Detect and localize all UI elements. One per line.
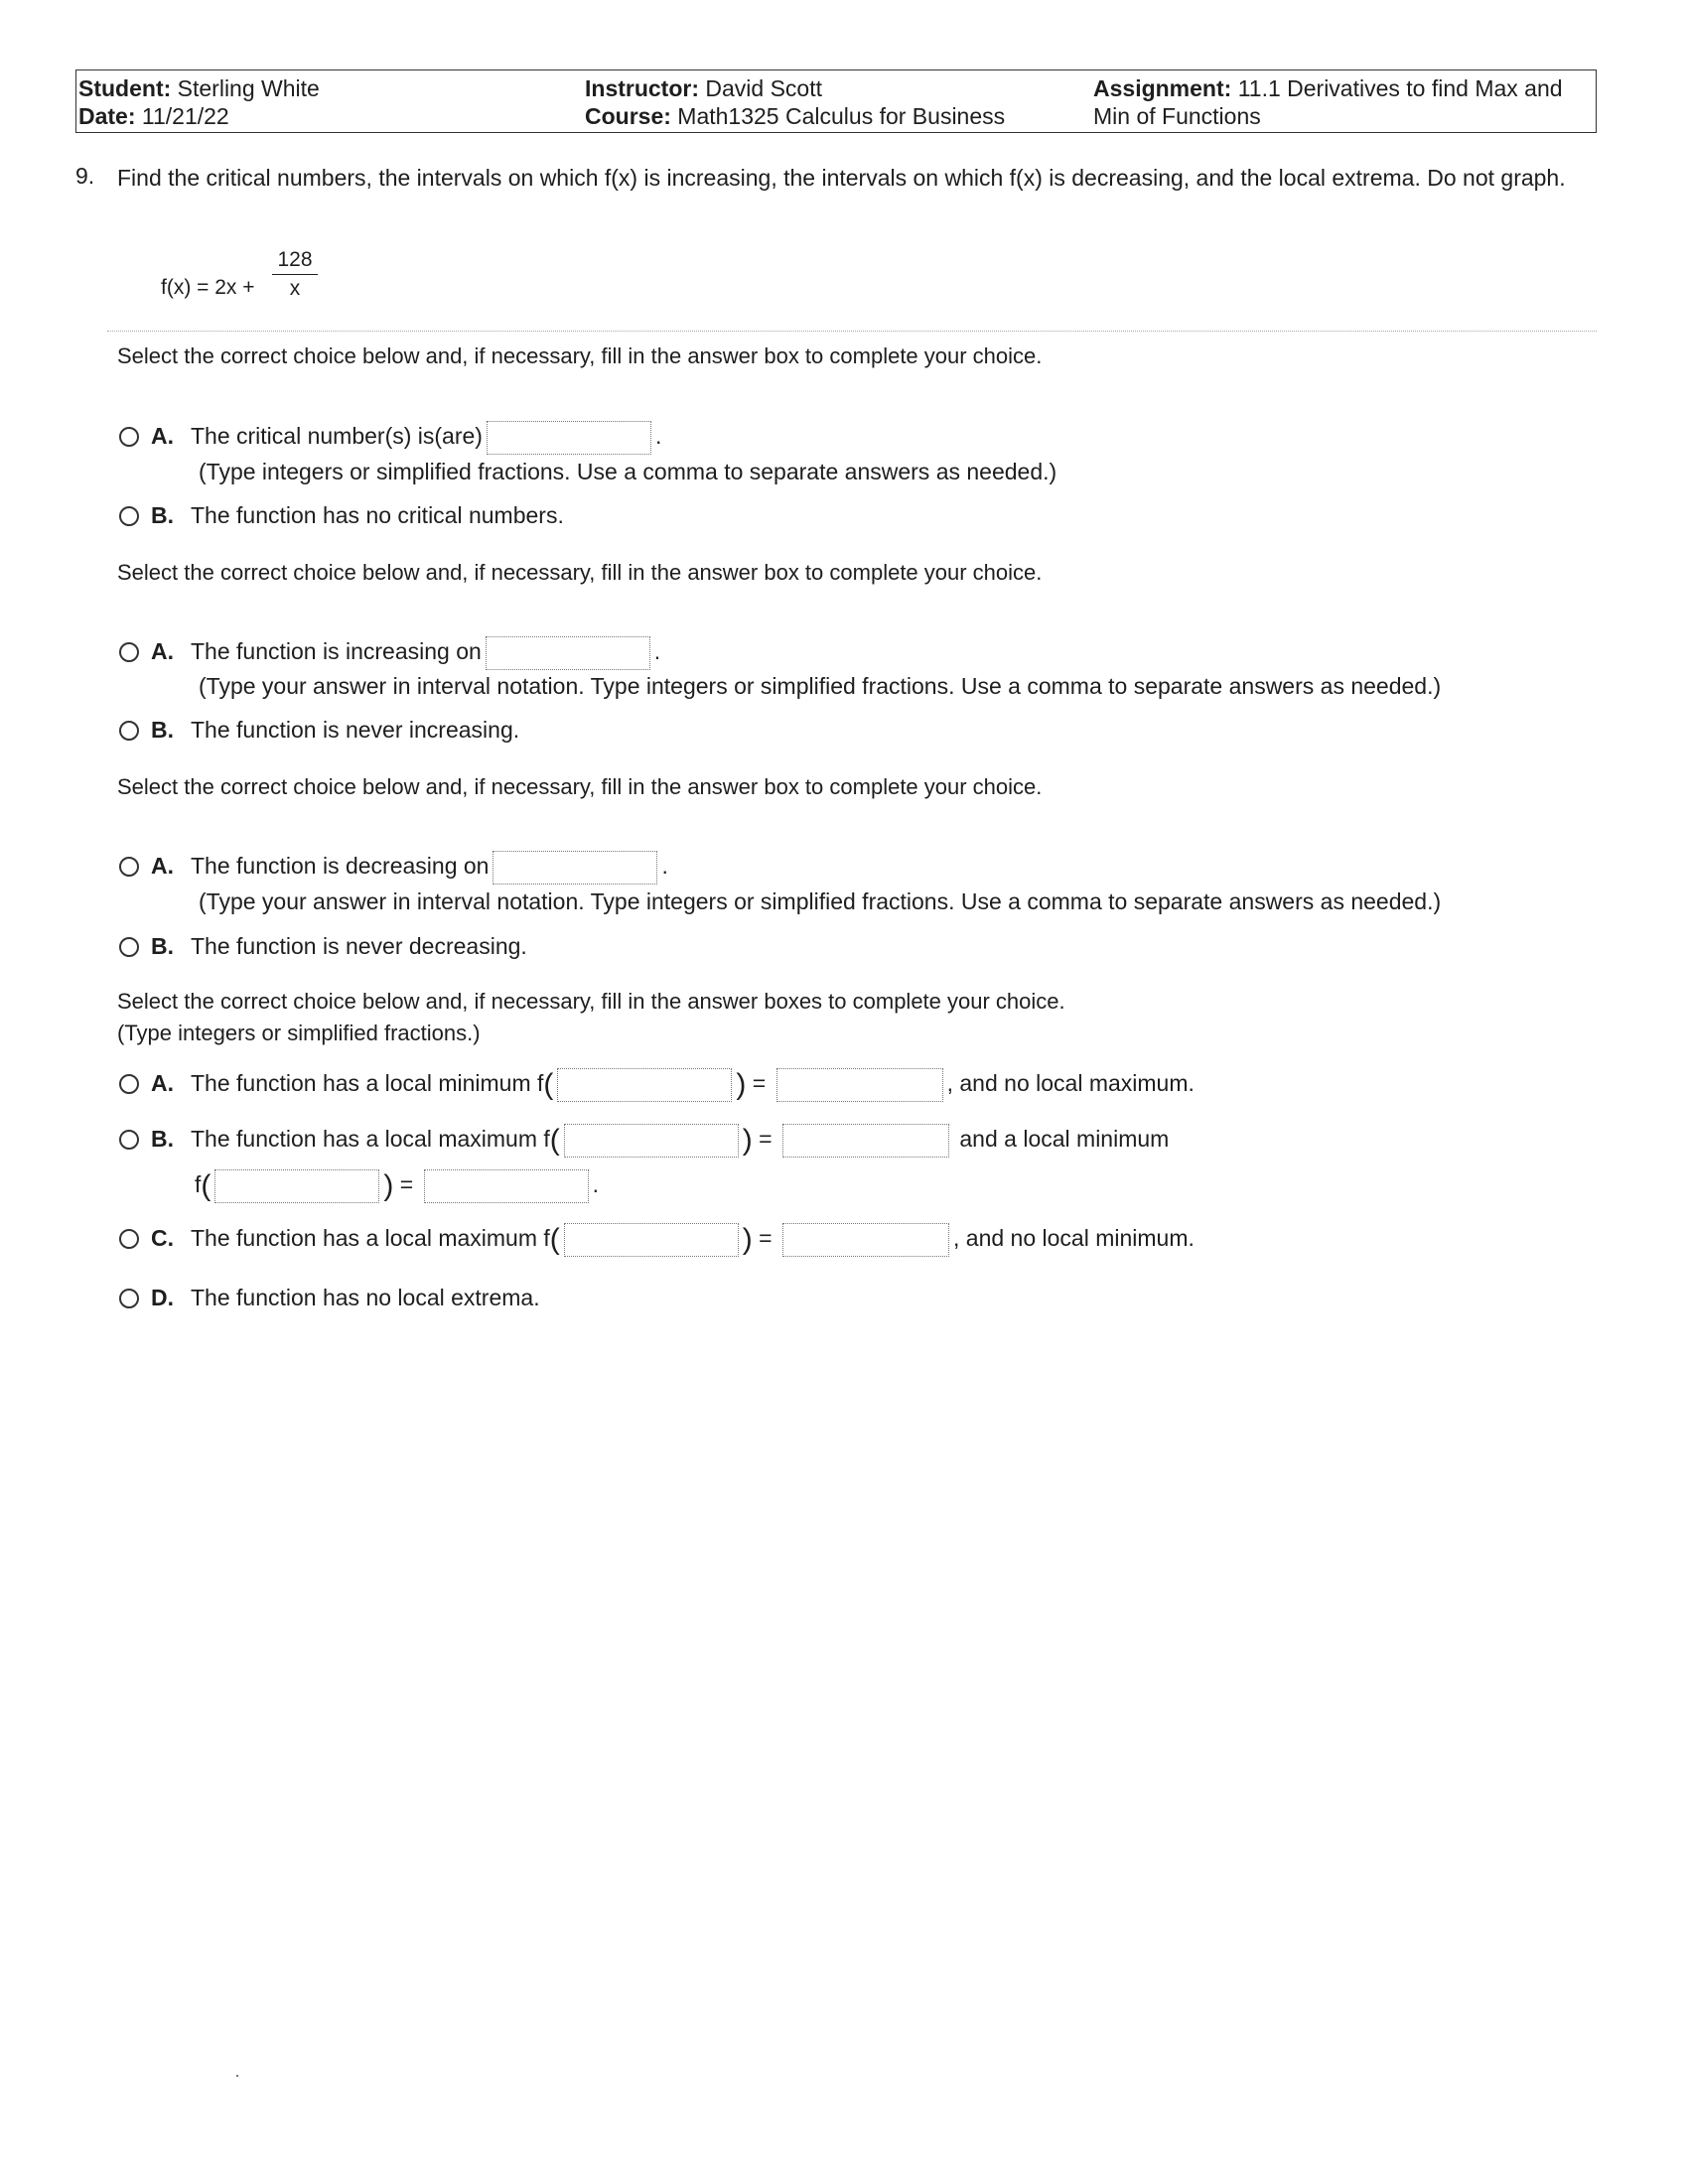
header-instructor-column [585,74,1005,130]
instructor-name: David Scott [705,75,822,101]
equals-sign: = [399,1171,414,1198]
local-min-value-input[interactable] [424,1169,589,1203]
choice-letter: A. [151,1070,174,1097]
course-label: Course: [585,103,671,129]
right-paren: ) [383,1169,394,1202]
assignment-label: Assignment: [1093,75,1232,101]
local-min-value-input[interactable] [776,1068,943,1102]
local-max-value-input[interactable] [782,1223,949,1257]
instructor-label: Instructor: [585,75,699,101]
part1-choice-a[interactable]: A. The critical number(s) is(are) . [119,421,661,455]
local-max-x-input[interactable] [564,1223,739,1257]
formula-denominator: x [289,277,301,300]
left-paren: ( [201,1169,211,1202]
choice-letter: A. [151,638,174,665]
student-label: Student: [78,75,172,101]
radio-button[interactable] [119,1130,139,1150]
decreasing-interval-input[interactable] [492,851,657,885]
choice-text: The function has no critical numbers. [191,502,564,528]
part4-prompt: Select the correct choice below and, if necessary, fill in the answer boxes to complete your choice. [117,989,1065,1014]
function-f: f [195,1171,202,1198]
choice-text: The function has a local maximum f [191,1225,550,1252]
choice-letter: A. [151,423,174,450]
right-paren: ) [736,1068,747,1101]
formula-lhs: f(x) = 2x + [161,276,255,299]
equals-sign: = [759,1126,773,1153]
part4-choice-d[interactable] [119,1285,540,1311]
choice-letter: D. [151,1285,174,1310]
increasing-interval-input[interactable] [486,636,650,670]
part2-hint: (Type your answer in interval notation. Type integers or simplified fractions. Use a comma to separate answers as needed.) [199,673,1442,699]
local-min-x-input[interactable] [557,1068,732,1102]
radio-button[interactable] [119,937,139,957]
part2-choice-b[interactable] [119,717,519,744]
part3-prompt: Select the correct choice below and, if necessary, fill in the answer box to complete your choice. [117,774,1043,799]
choice-letter: A. [151,853,174,880]
radio-button[interactable] [119,721,139,741]
date-value: 11/21/22 [141,103,229,129]
part4-choice-b-min: f( ) = . [195,1169,599,1202]
left-paren: ( [549,1223,560,1256]
formula-fraction [272,248,318,301]
choice-text: The function has a local maximum f [191,1126,550,1153]
choice-text: The function is increasing on [191,638,482,665]
part2-prompt: Select the correct choice below and, if necessary, fill in the answer box to complete your choice. [117,560,1043,585]
right-paren: ) [742,1124,753,1157]
assignment-name: 11.1 Derivatives to find Max and [1237,75,1563,101]
right-paren: ) [742,1223,753,1256]
part3-hint: (Type your answer in interval notation. Type integers or simplified fractions. Use a comma to separate answers as needed.) [199,888,1442,914]
part4-choice-b[interactable] [119,1124,1169,1158]
question-number: 9. [75,163,95,189]
choice-letter: B. [151,1126,174,1153]
choice-letter: B. [151,933,174,959]
course-name: Math1325 Calculus for Business [677,103,1006,129]
part1-choice-b[interactable] [119,502,564,529]
choice-text: The critical number(s) is(are) [191,423,483,450]
part1-hint: (Type integers or simplified fractions. Use a comma to separate answers as needed.) [199,459,1057,484]
critical-numbers-input[interactable] [487,421,651,455]
radio-button[interactable] [119,1074,139,1094]
radio-button[interactable] [119,427,139,447]
radio-button[interactable] [119,1229,139,1249]
student-name: Sterling White [177,75,320,101]
choice-tail: and a local minimum [959,1126,1170,1153]
equals-sign: = [759,1225,773,1252]
left-paren: ( [549,1124,560,1157]
part3-choice-b[interactable] [119,933,527,960]
local-min-x-input[interactable] [214,1169,379,1203]
choice-text: The function is never increasing. [191,717,520,743]
choice-letter: B. [151,717,174,743]
date-label: Date: [78,103,136,129]
part4-choice-c[interactable] [119,1223,1195,1257]
choice-tail: , and no local maximum. [946,1070,1195,1097]
question-text: Find the critical numbers, the intervals on which f(x) is increasing, the intervals on which f(x) is decreasing, and the local extrema. Do not graph. [117,165,1566,191]
part4-choice-a[interactable] [119,1068,1195,1102]
choice-letter: B. [151,502,174,528]
divider [107,331,1597,332]
part2-choice-a[interactable]: A. The function is increasing on . [119,636,660,670]
header-assignment-column [1093,74,1563,130]
formula-numerator: 128 [272,248,318,275]
choice-text: The function is decreasing on [191,853,490,880]
choice-text: The function is never decreasing. [191,933,527,959]
header-student-column [78,74,320,130]
part1-prompt: Select the correct choice below and, if necessary, fill in the answer box to complete your choice. [117,343,1043,368]
left-paren: ( [543,1068,554,1101]
choice-letter: C. [151,1225,174,1252]
radio-button[interactable] [119,1289,139,1308]
equals-sign: = [752,1070,767,1097]
choice-text: The function has a local minimum f [191,1070,544,1097]
local-max-value-input[interactable] [782,1124,949,1158]
radio-button[interactable] [119,642,139,662]
assignment-header [75,69,1597,133]
choice-tail: , and no local minimum. [953,1225,1195,1252]
local-max-x-input[interactable] [564,1124,739,1158]
assignment-name-line2: Min of Functions [1093,103,1261,129]
choice-text: The function has no local extrema. [191,1285,540,1310]
radio-button[interactable] [119,857,139,877]
part3-choice-a[interactable]: A. The function is decreasing on . [119,851,668,885]
scan-speck [236,2075,238,2077]
radio-button[interactable] [119,506,139,526]
part4-prompt-note: (Type integers or simplified fractions.) [117,1021,481,1045]
